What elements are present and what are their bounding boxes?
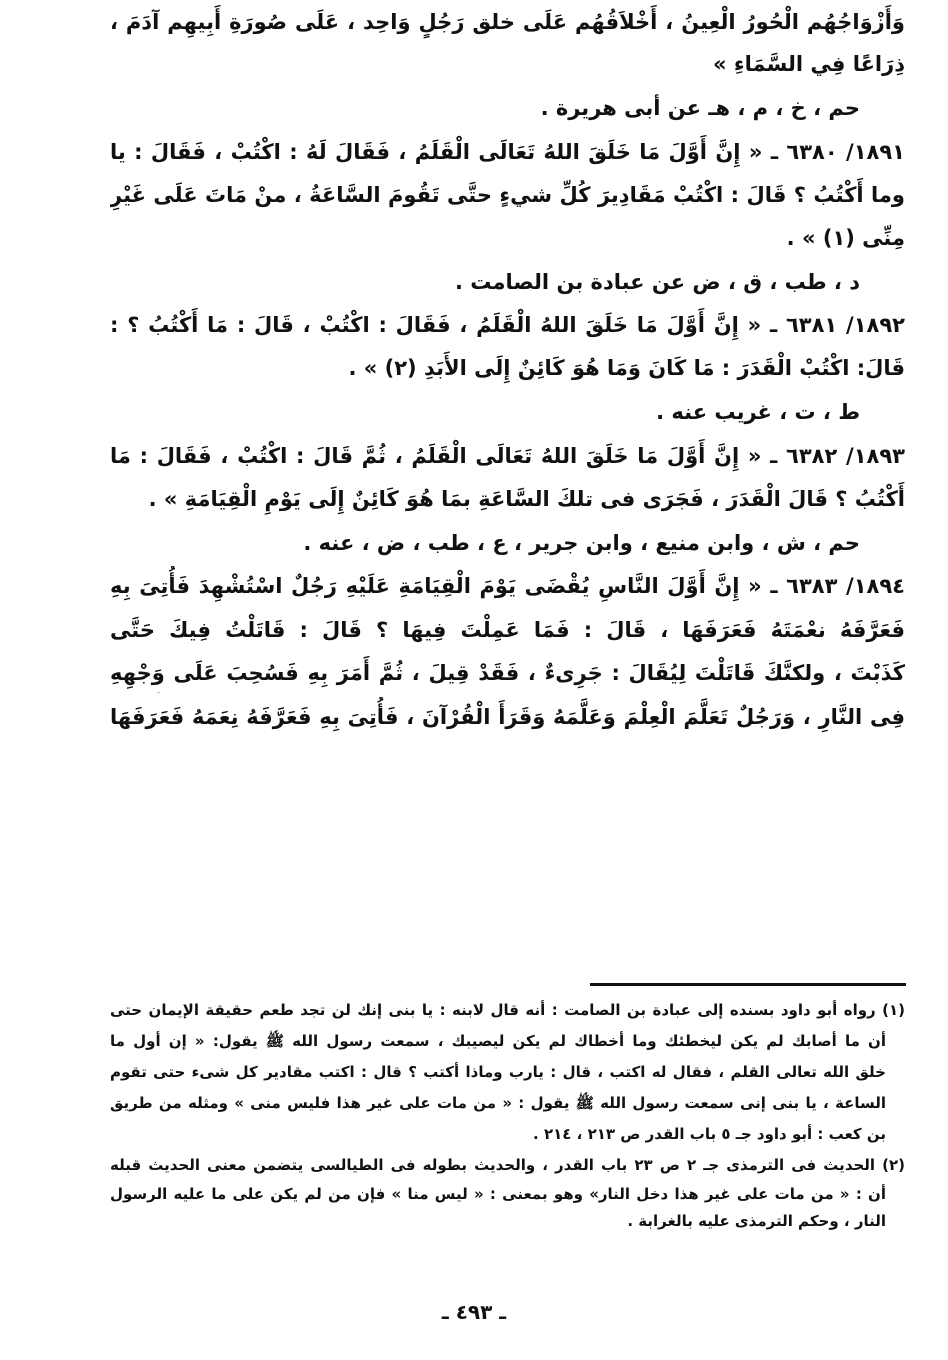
text-line: وَأَزْوَاجُهُم الْحُورُ الْعِينُ ، أَخْلاَقُهُم عَلَى خلق رَجُلٍ وَاحِد ، عَلَى صُورَةِ أَبِيهِم آدَمَ ، <box>110 10 905 34</box>
source-line: حم ، خ ، م ، هـ عن أبى هريرة . <box>540 96 860 120</box>
page-number: ـ ٤٩٣ ـ <box>441 1300 507 1324</box>
hadith-1894-line: ١٨٩٤/ ٦٣٨٣ ـ « إِنَّ أَوَّلَ النَّاسِ يُقْضَى يَوْمَ الْقِيَامَةِ عَلَيْهِ رَجُلٌ اسْتُشْهِدَ فَأُتِىَ بِهِ <box>110 574 905 598</box>
text-line: فِى النَّارِ ، وَرَجُلٌ تَعَلَّمَ الْعِلْمَ وَعَلَّمَهُ وَقَرَأَ الْقُرْآنَ ، فَأُتِىَ بِهِ فَعَرَّفَهُ نِعَمَهُ فَعَرَفَهَا <box>110 705 905 729</box>
text-line: كَذَبْتَ ، ولكنَّكَ قَاتَلْتَ لِيُقَالَ : جَرِىءٌ ، فَقَدْ قِيلَ ، ثُمَّ أَمَرَ بِهِ فَسُحِبَ عَلَى وَجْهِهِ <box>110 661 905 685</box>
text-line: مِنِّى (١) » . <box>786 226 905 250</box>
text-line: قَالَ: اكْتُبْ الْقَدَرَ : مَا كَانَ وَمَا هُوَ كَائِنٌ إِلَى الأَبَدِ (٢) » . <box>348 356 905 380</box>
footnote-line: النار ، وحكم الترمذى عليه بالغرابة . <box>627 1212 886 1230</box>
text-line: فَعَرَّفَهُ نعْمَتَهُ فَعَرَفَهَا ، قَالَ : فَمَا عَمِلْتَ فِيهَا ؟ قَالَ : قَاتَلْتُ فِيكَ حَتَّى <box>110 618 905 642</box>
footnote-line: أن ما أصابك لم يكن ليخطئك وما أخطاك لم يكن ليصيبك ، سمعت رسول الله ﷺ يقول: « إن أول ما <box>110 1032 886 1050</box>
source-line: حم ، ش ، وابن منيع ، وابن جرير ، ع ، طب ، ض ، عنه . <box>303 531 860 555</box>
text-line: ذِرَاعًا فِي السَّمَاءِ » <box>713 52 905 76</box>
footnote-1: (١) رواه أبو داود بسنده إلى عبادة بن الصامت : أنه قال لابنه : يا بنى إنك لن تجد طعم حقيقة الإيمان حتى <box>110 1001 905 1019</box>
footnote-2: (٢) الحديث فى الترمذى جـ ٢ ص ٢٣ باب القدر ، والحديث بطوله فى الطيالسى يتضمن معنى الحديث قبله <box>110 1156 905 1174</box>
footnote-line: الساعة ، يا بنى إنى سمعت رسول الله ﷺ يقول : « من مات على غير هذا فليس منى » ومثله من طريق <box>110 1094 886 1112</box>
footnote-line: خلق الله تعالى القلم ، فقال له اكتب ، قال : يارب وماذا أكتب ؟ قال : اكتب مقادير كل شىء حتى تقوم <box>110 1063 886 1081</box>
source-line: د ، طب ، ق ، ض عن عبادة بن الصامت . <box>454 270 860 294</box>
text-line: وما أَكْتُبُ ؟ قَالَ : اكْتُبْ مَقَادِيرَ كُلِّ شيءٍ حتَّى تَقُومَ السَّاعَةُ ، منْ مَاتَ عَلَى غَيْرِ <box>110 183 905 207</box>
text-line: أَكْتُبُ ؟ قَالَ الْقَدَرَ ، فَجَرَى فى تلكَ السَّاعَةِ بمَا هُوَ كَائِنٌ إِلَى يَوْمِ الْقِيَامَةِ » . <box>148 487 905 511</box>
source-line: ط ، ت ، غريب عنه . <box>656 400 860 424</box>
hadith-1892-line: ١٨٩٢/ ٦٣٨١ ـ « إِنَّ أَوَّلَ مَا خَلَقَ اللهُ الْقَلَمُ ، فَقَالَ : اكْتُبْ ، قَالَ : مَا أَكْتُبُ ؟ : <box>110 313 905 337</box>
hadith-1893-line: ١٨٩٣/ ٦٣٨٢ ـ « إِنَّ أَوَّلَ مَا خَلَقَ اللهُ تَعَالَى الْقَلَمُ ، ثُمَّ قَالَ : اكْتُبْ ، فَقَالَ : مَا <box>110 444 905 468</box>
footnote-line: أن : « من مات على غير هذا دخل النار» وهو بمعنى : « ليس منا » فإن من لم يكن على ما عليه الرسول <box>110 1185 886 1203</box>
footnote-divider <box>590 983 906 986</box>
hadith-1891-line: ١٨٩١/ ٦٣٨٠ ـ « إِنَّ أَوَّلَ مَا خَلَقَ اللهُ تَعَالَى الْقَلَمُ ، فَقَالَ لَهُ : اكْتُبْ ، فَقَالَ : يا <box>110 140 905 164</box>
footnote-line: بن كعب : أبو داود جـ ٥ باب القدر ص ٢١٣ ، ٢١٤ . <box>533 1125 886 1143</box>
